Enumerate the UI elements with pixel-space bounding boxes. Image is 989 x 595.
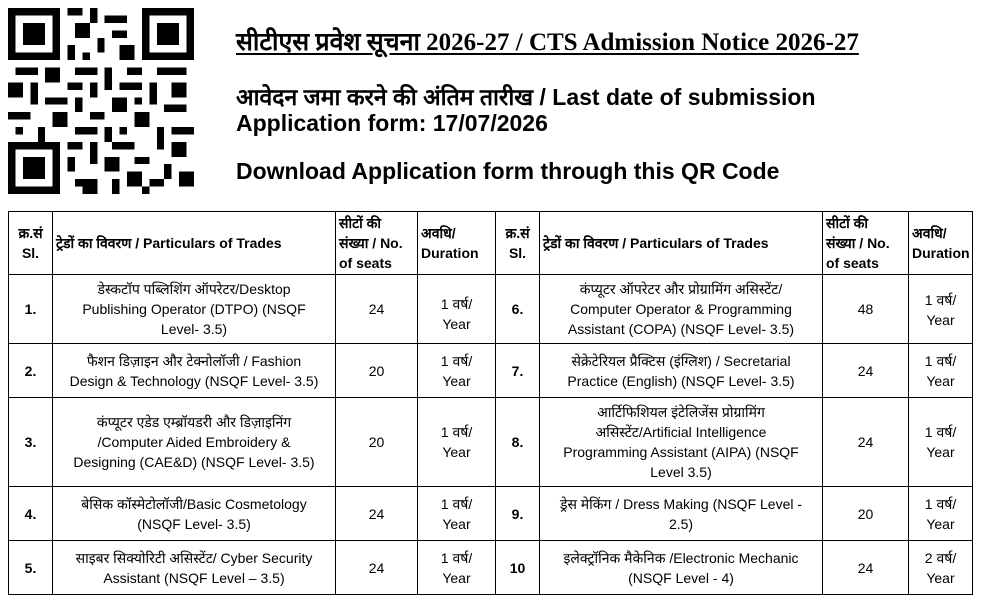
seats-cell: 24 — [823, 398, 909, 487]
sl-cell: 2. — [9, 344, 53, 398]
sl-cell: 6. — [496, 275, 540, 344]
duration-cell: 1 वर्ष/ Year — [418, 541, 496, 595]
trade-cell: सेक्रेटेरियल प्रैक्टिस (इंग्लिश) / Secretarial Practice (English) (NSQF Level- 3.5) — [540, 344, 823, 398]
sl-cell: 4. — [9, 487, 53, 541]
download-instruction: Download Application form through this QR Code — [236, 158, 780, 184]
seats-cell: 48 — [823, 275, 909, 344]
duration-cell: 1 वर्ष/ Year — [418, 275, 496, 344]
sl-cell: 7. — [496, 344, 540, 398]
duration-cell: 1 वर्ष/ Year — [418, 487, 496, 541]
duration-cell: 1 वर्ष/ Year — [418, 398, 496, 487]
header-duration: अवधि/ Duration — [418, 212, 496, 275]
duration-cell: 1 वर्ष/ Year — [418, 344, 496, 398]
trade-cell: साइबर सिक्योरिटी असिस्टेंट/ Cyber Security Assistant (NSQF Level – 3.5) — [53, 541, 336, 595]
deadline-label: आवेदन जमा करने की अंतिम तारीख / Last date of submission — [236, 84, 816, 110]
table-row — [9, 541, 973, 595]
trade-cell: कंप्यूटर एडेड एम्ब्रॉयडरी और डिज़ाइनिंग /Computer Aided Embroidery & Designing (CAE&D) (NSQF Level- 3.5) — [53, 398, 336, 487]
sl-cell: 3. — [9, 398, 53, 487]
table-row — [9, 275, 973, 344]
header-duration: अवधि/ Duration — [909, 212, 973, 275]
seats-cell: 20 — [823, 487, 909, 541]
header-particulars: ट्रेडों का विवरण / Particulars of Trades — [53, 212, 336, 275]
duration-cell: 1 वर्ष/ Year — [909, 344, 973, 398]
duration-cell: 2 वर्ष/ Year — [909, 541, 973, 595]
deadline-date: Application form: 17/07/2026 — [236, 110, 548, 136]
table-row — [9, 487, 973, 541]
header-seats: सीटों की संख्या / No. of seats — [336, 212, 418, 275]
trade-cell: कंप्यूटर ऑपरेटर और प्रोग्रामिंग असिस्टेंट/ Computer Operator & Programming Assistant (COPA) (NSQF Level- 3.5) — [540, 275, 823, 344]
seats-cell: 20 — [336, 398, 418, 487]
header-seats: सीटों की संख्या / No. of seats — [823, 212, 909, 275]
sl-cell: 8. — [496, 398, 540, 487]
seats-cell: 24 — [823, 541, 909, 595]
trade-cell: बेसिक कॉस्मेटोलॉजी/Basic Cosmetology (NSQF Level- 3.5) — [53, 487, 336, 541]
table-row — [9, 398, 973, 487]
duration-cell: 1 वर्ष/ Year — [909, 487, 973, 541]
seats-cell: 24 — [336, 541, 418, 595]
trade-cell: डेस्कटॉप पब्लिशिंग ऑपरेटर/Desktop Publishing Operator (DTPO) (NSQF Level- 3.5) — [53, 275, 336, 344]
sl-cell: 1. — [9, 275, 53, 344]
trades-table — [8, 211, 973, 595]
table-row — [9, 344, 973, 398]
seats-cell: 20 — [336, 344, 418, 398]
notice-title: सीटीएस प्रवेश सूचना 2026-27 / CTS Admission Notice 2026-27 — [236, 29, 859, 56]
duration-cell: 1 वर्ष/ Year — [909, 275, 973, 344]
sl-cell: 5. — [9, 541, 53, 595]
header-particulars: ट्रेडों का विवरण / Particulars of Trades — [540, 212, 823, 275]
seats-cell: 24 — [336, 275, 418, 344]
trade-cell: ड्रेस मेकिंग / Dress Making (NSQF Level - 2.5) — [540, 487, 823, 541]
seats-cell: 24 — [823, 344, 909, 398]
seats-cell: 24 — [336, 487, 418, 541]
qr-code-icon — [8, 8, 194, 194]
header-sl: क्र.सं Sl. — [496, 212, 540, 275]
trade-cell: आर्टिफिशियल इंटेलिजेंस प्रोग्रामिंग असिस्टेंट/Artificial Intelligence Programming Assistant (AIPA) (NSQF Level 3.5) — [540, 398, 823, 487]
sl-cell: 10 — [496, 541, 540, 595]
header-sl: क्र.सं Sl. — [9, 212, 53, 275]
table-header-row — [9, 212, 973, 275]
duration-cell: 1 वर्ष/ Year — [909, 398, 973, 487]
trade-cell: इलेक्ट्रॉनिक मैकेनिक /Electronic Mechanic (NSQF Level - 4) — [540, 541, 823, 595]
trade-cell: फैशन डिज़ाइन और टेक्नोलॉजी / Fashion Design & Technology (NSQF Level- 3.5) — [53, 344, 336, 398]
sl-cell: 9. — [496, 487, 540, 541]
qr-code — [8, 8, 194, 194]
